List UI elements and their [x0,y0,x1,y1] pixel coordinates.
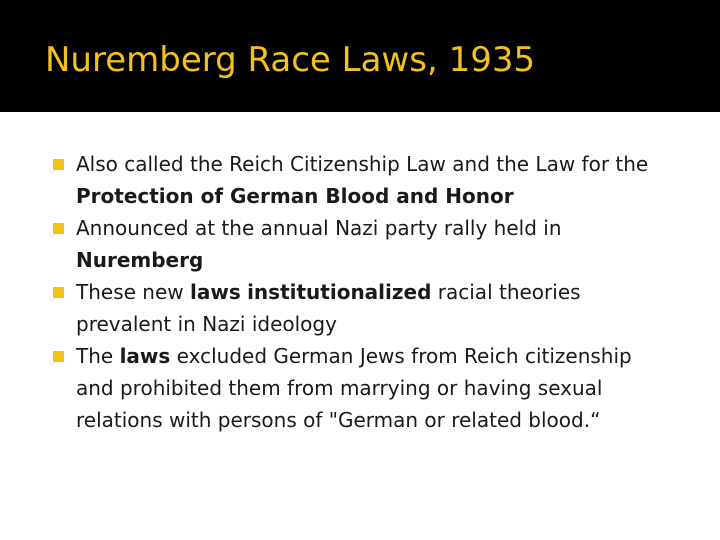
title-bar [0,0,720,112]
bullet-text-bold: Protection of German Blood and Honor [76,184,514,208]
bullet-text: The [76,344,120,368]
bullet-text: Also called the Reich Citizenship Law and the Law for the [76,152,649,176]
bullet-text-bold: laws [189,280,241,304]
bullet-text-bold: institutionalized [247,280,432,304]
square-bullet-icon [53,159,64,170]
bullet-text: These new [76,280,190,304]
bullet-item [53,148,673,212]
bullet-text: Announced at the annual Nazi party rally held in [76,216,562,240]
square-bullet-icon [53,287,64,298]
bullet-text-bold: laws [119,344,171,368]
square-bullet-icon [53,351,64,362]
square-bullet-icon [53,223,64,234]
bullet-text: racial theories prevalent in Nazi ideology [76,280,581,336]
bullet-text-bold: Nuremberg [76,248,204,272]
bullet-item [53,340,673,436]
bullet-item [53,276,673,340]
slide-title: Nuremberg Race Laws, 1935 [45,40,536,80]
bullet-item [53,212,673,276]
bullet-list [53,148,673,436]
bullet-text: excluded German Jews from Reich citizenship and prohibited them from marrying or having sexual relations with persons of "German or related blood.“ [76,344,632,432]
